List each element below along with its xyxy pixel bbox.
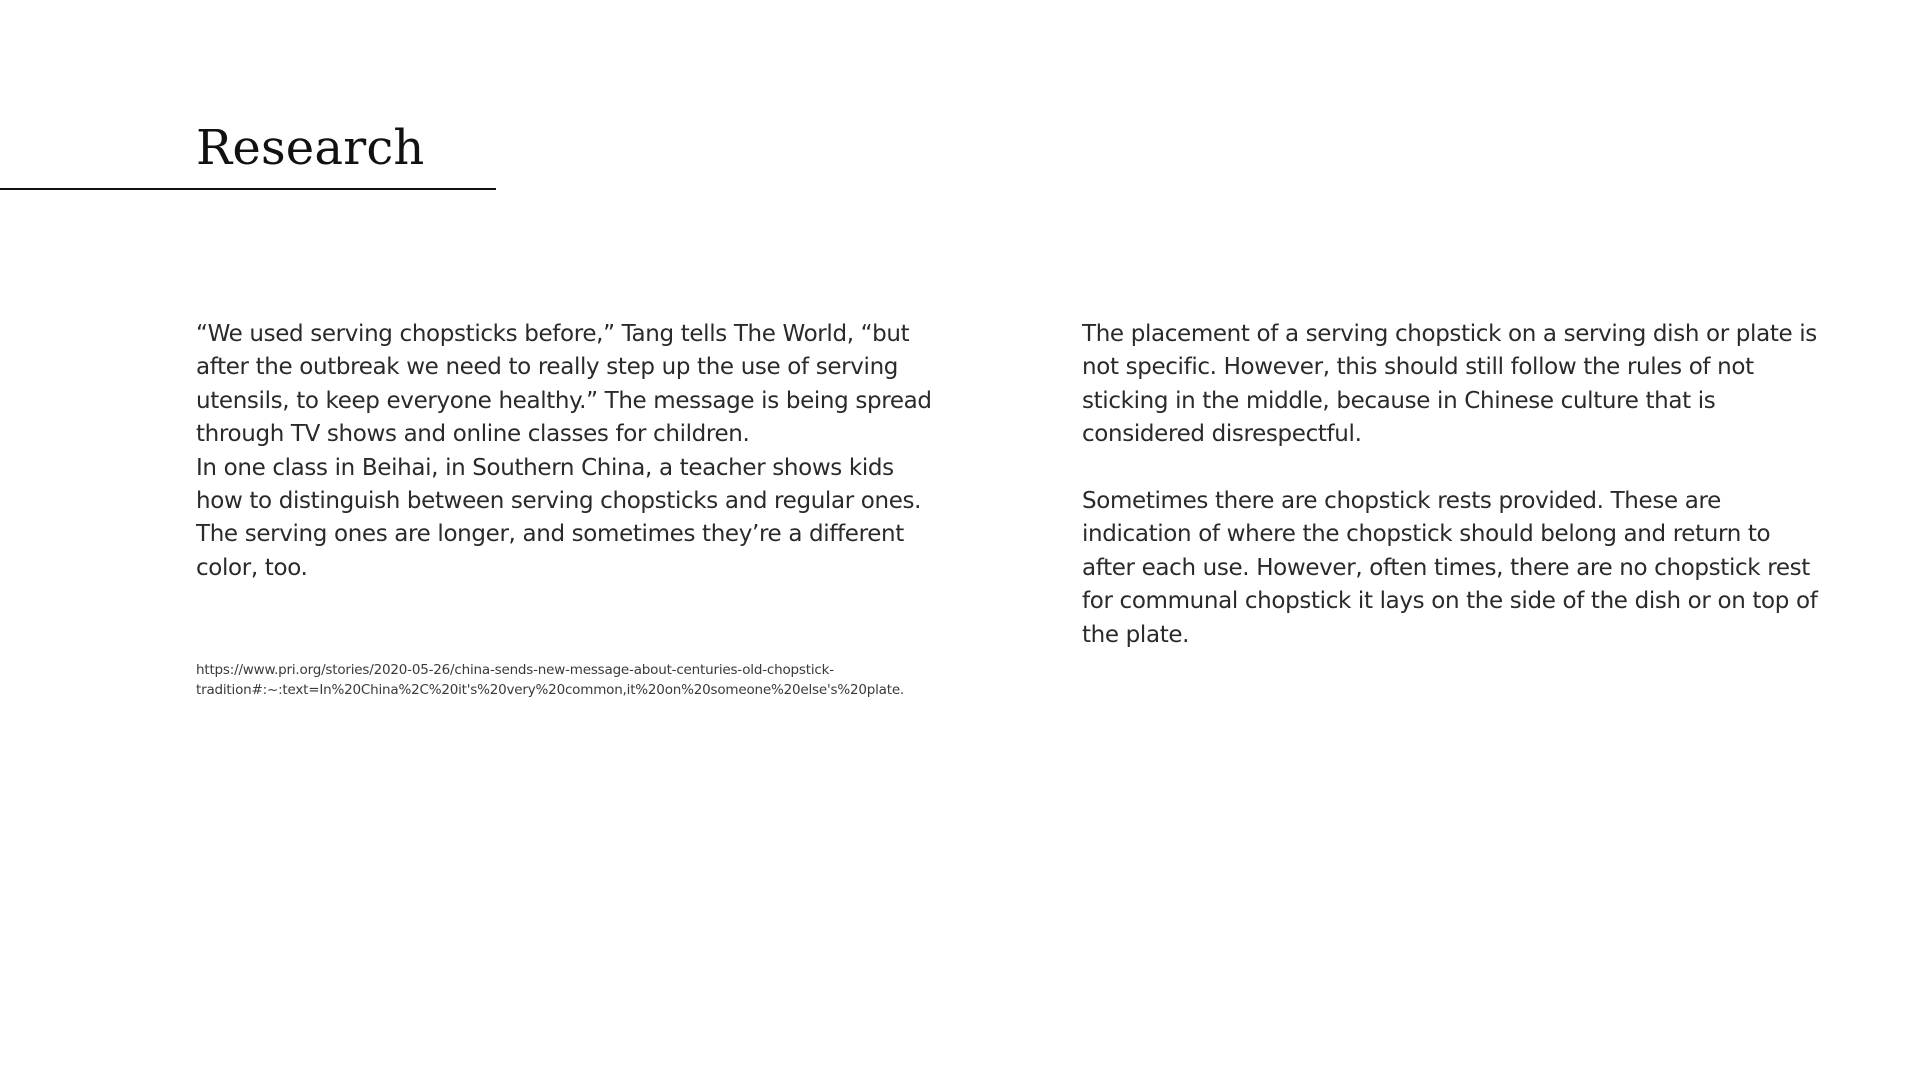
left-paragraph-1: “We used serving chopsticks before,” Tang tells The World, “but after the outbreak we need to really step up the use of serving utensils, to keep everyone healthy.” The message is being spread through TV shows and online classes for children.: [196, 321, 932, 448]
title-underline: [0, 188, 496, 190]
paragraph-gap: [1082, 452, 1822, 485]
left-column: [196, 318, 936, 585]
source-line-2: tradition#:~:text=In%20China%2C%20it's%20very%20common,it%20on%20someone%20else's%20plate.: [196, 682, 905, 698]
source-citation: [196, 660, 956, 700]
left-paragraph-2: In one class in Beihai, in Southern China, a teacher shows kids how to distinguish between serving chopsticks and regular ones. The serving ones are longer, and sometimes they’re a different color, too.: [196, 454, 922, 581]
slide-title: Research: [196, 120, 425, 176]
right-paragraph-1: The placement of a serving chopstick on a serving dish or plate is not specific. However, this should still follow the rules of not sticking in the middle, because in Chinese culture that is considered disrespectful.: [1082, 321, 1817, 448]
right-paragraph-2: Sometimes there are chopstick rests provided. These are indication of where the chopstick should belong and return to after each use. However, often times, there are no chopstick rest for communal chopstick it lays on the side of the dish or on top of the plate.: [1082, 488, 1818, 648]
right-column: [1082, 318, 1822, 652]
source-line-1: https://www.pri.org/stories/2020-05-26/china-sends-new-message-about-centuries-old-chopstick-: [196, 662, 834, 678]
